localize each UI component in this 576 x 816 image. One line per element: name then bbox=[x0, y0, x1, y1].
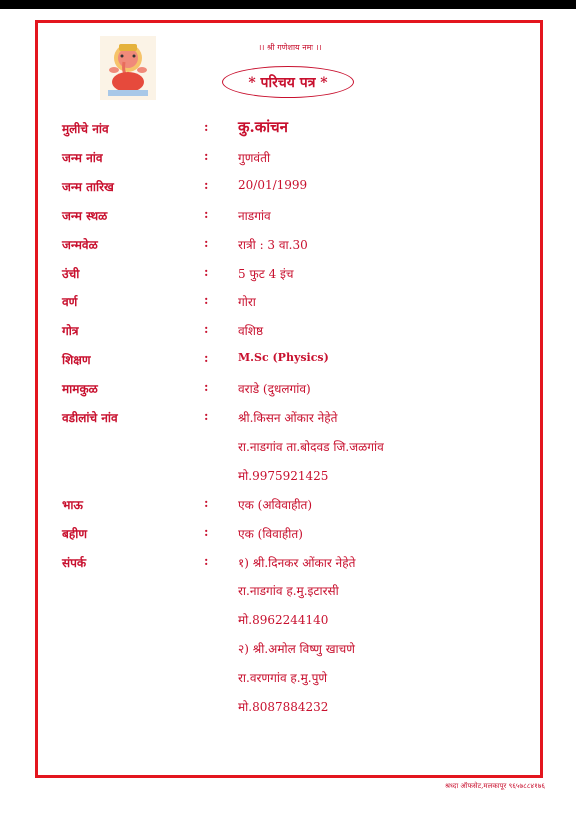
detail-separator: : bbox=[204, 496, 209, 510]
detail-value: रा.वरणगांव ह.मु.पुणे bbox=[238, 671, 328, 685]
detail-separator: : bbox=[204, 554, 209, 568]
detail-row-birth-place bbox=[62, 207, 532, 227]
detail-value: M.Sc (Physics) bbox=[238, 351, 329, 364]
detail-row-contact-2 bbox=[62, 640, 532, 660]
detail-row-gotra bbox=[62, 322, 532, 342]
detail-value: वराडे (दुधलगांव) bbox=[238, 382, 311, 396]
detail-label: संपर्क bbox=[62, 556, 87, 570]
detail-value: एक (अविवाहीत) bbox=[238, 498, 313, 512]
detail-value: एक (विवाहीत) bbox=[238, 527, 303, 541]
detail-row-father-address bbox=[62, 438, 532, 458]
detail-row-contact-2-mobile bbox=[62, 698, 532, 718]
detail-label: जन्म स्थळ bbox=[62, 209, 108, 223]
detail-separator: : bbox=[204, 525, 209, 539]
top-bar bbox=[0, 0, 576, 9]
detail-row-complexion bbox=[62, 293, 532, 313]
detail-row-height bbox=[62, 265, 532, 285]
detail-value: 20/01/1999 bbox=[238, 178, 308, 192]
detail-separator: : bbox=[204, 322, 209, 336]
detail-row-birth-time bbox=[62, 236, 532, 256]
detail-row-birth-name bbox=[62, 149, 532, 169]
detail-row-education bbox=[62, 351, 532, 371]
page-title: * परिचय पत्र * bbox=[222, 66, 354, 98]
detail-label: जन्म तारिख bbox=[62, 180, 114, 194]
detail-label: बहीण bbox=[62, 527, 88, 541]
detail-label: उंची bbox=[62, 267, 80, 281]
detail-row-brother bbox=[62, 496, 532, 516]
detail-value: १) श्री.दिनकर ओंकार नेहेते bbox=[238, 556, 356, 570]
printer-credit: श्रध्दा ऑफसेट,मलकापूर ९६५७८८४१७६ bbox=[445, 782, 545, 790]
detail-separator: : bbox=[204, 149, 209, 163]
detail-row-contact-1-mobile bbox=[62, 611, 532, 631]
detail-label: वडीलांचे नांव bbox=[62, 411, 118, 425]
detail-separator: : bbox=[204, 409, 209, 423]
detail-value: नाडगांव bbox=[238, 209, 271, 223]
detail-label: गोत्र bbox=[62, 324, 79, 338]
detail-value: रा.नाडगांव ह.मु.इटारसी bbox=[238, 584, 339, 598]
detail-row-birth-date bbox=[62, 178, 532, 198]
detail-value: 5 फुट 4 इंच bbox=[238, 267, 294, 281]
detail-label: जन्मवेळ bbox=[62, 238, 98, 252]
detail-value: मो.9975921425 bbox=[238, 469, 329, 483]
detail-row-father-mobile bbox=[62, 467, 532, 487]
detail-label: मुलीचे नांव bbox=[62, 122, 109, 136]
detail-value: मो.8962244140 bbox=[238, 613, 329, 627]
detail-value: गुणवंती bbox=[238, 151, 271, 165]
detail-separator: : bbox=[204, 380, 209, 394]
detail-row-contact-2-address bbox=[62, 669, 532, 689]
detail-row-sister bbox=[62, 525, 532, 545]
detail-value: गोरा bbox=[238, 295, 256, 309]
detail-label: शिक्षण bbox=[62, 353, 91, 367]
detail-label: भाऊ bbox=[62, 498, 83, 512]
detail-separator: : bbox=[204, 351, 209, 365]
detail-row-contact-1 bbox=[62, 554, 532, 574]
detail-separator: : bbox=[204, 178, 209, 192]
detail-value: श्री.किसन ओंकार नेहेते bbox=[238, 411, 338, 425]
detail-label: मामकुळ bbox=[62, 382, 98, 396]
detail-value: २) श्री.अमोल विष्णु खाचणे bbox=[238, 642, 355, 656]
detail-row-father-name bbox=[62, 409, 532, 429]
detail-separator: : bbox=[204, 120, 209, 134]
detail-separator: : bbox=[204, 236, 209, 250]
detail-label: जन्म नांव bbox=[62, 151, 103, 165]
shloka-header: ।। श्री गणेशाय नमः ।। bbox=[258, 43, 322, 52]
top-bar-gap bbox=[0, 9, 576, 12]
detail-label: वर्ण bbox=[62, 295, 78, 309]
detail-separator: : bbox=[204, 207, 209, 221]
detail-value: मो.8087884232 bbox=[238, 700, 329, 714]
detail-row-maternal-family bbox=[62, 380, 532, 400]
detail-value: वशिष्ठ bbox=[238, 324, 264, 338]
detail-value: रा.नाडगांव ता.बोदवड जि.जळगांव bbox=[238, 440, 384, 454]
detail-separator: : bbox=[204, 293, 209, 307]
detail-row-girl-name bbox=[62, 120, 532, 140]
ganesh-image bbox=[100, 36, 156, 100]
detail-value: रात्री : 3 वा.30 bbox=[238, 238, 308, 252]
detail-row-contact-1-address bbox=[62, 582, 532, 602]
detail-separator: : bbox=[204, 265, 209, 279]
detail-value: कु.कांचन bbox=[238, 118, 288, 136]
